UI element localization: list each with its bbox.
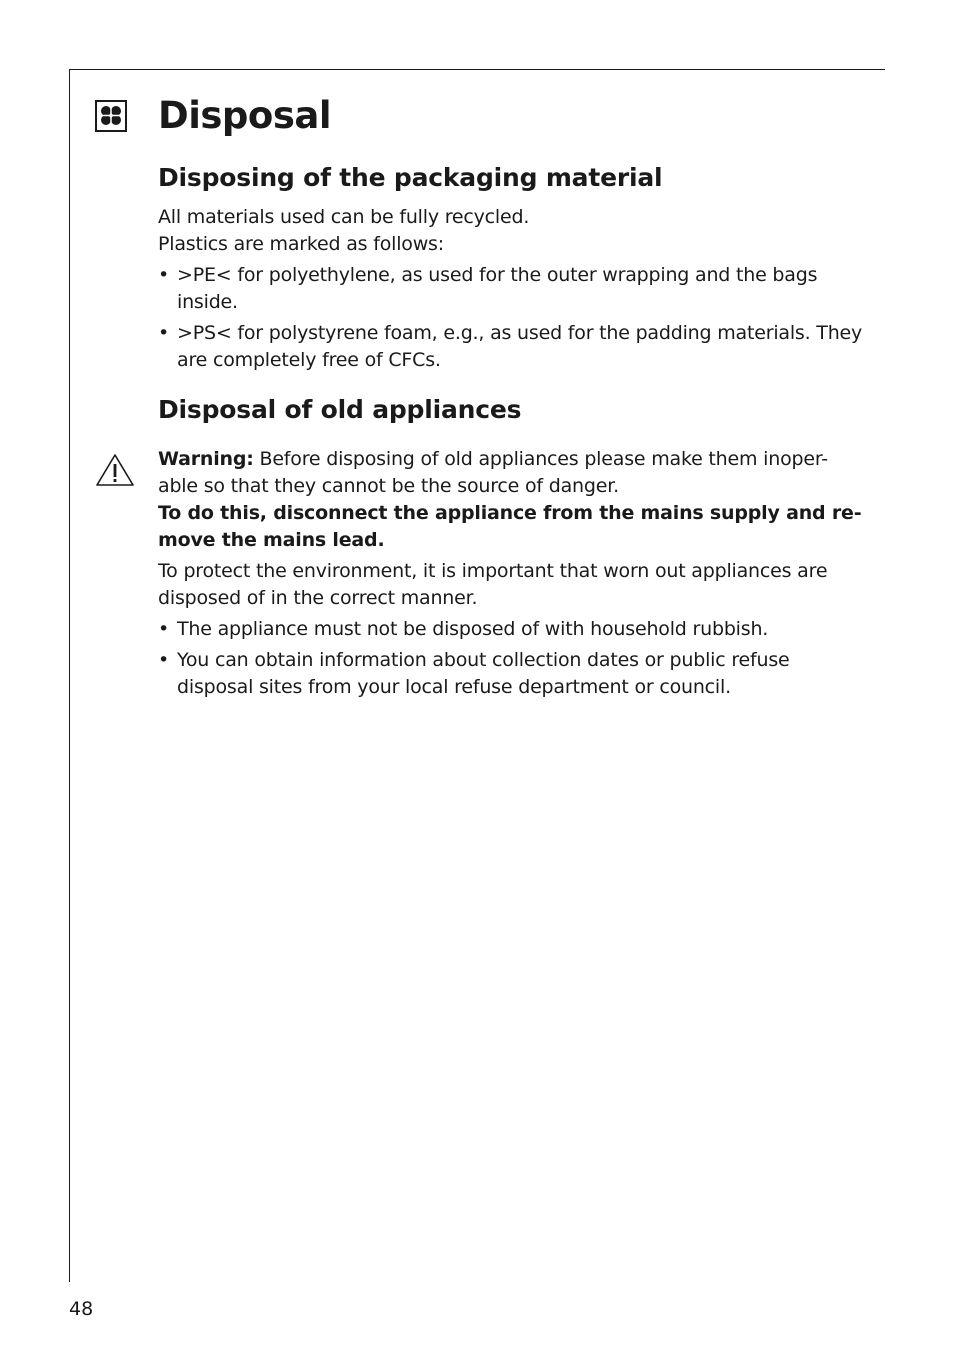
list-item-ps: • >PS< for polystyrene foam, e.g., as used for the padding materials. They are completely free of CFCs. <box>158 320 864 374</box>
list-item-pe: • >PE< for polyethylene, as used for the outer wrapping and the bags inside. <box>158 262 864 316</box>
section-heading-packaging: Disposing of the packaging material <box>158 163 663 192</box>
left-rule <box>69 69 70 1282</box>
environment-paragraph: To protect the environment, it is important that worn out appliances are disposed of in the correct manner. <box>158 560 828 609</box>
list-item-household: • The appliance must not be disposed of with household rubbish. <box>158 616 864 643</box>
warning-paragraph <box>158 446 864 500</box>
content <box>158 160 864 701</box>
warning-triangle-icon <box>95 452 135 488</box>
warning-label: Warning: <box>158 448 254 470</box>
page-number: 48 <box>69 1298 94 1320</box>
top-rule <box>69 69 885 70</box>
plastics-text: Plastics are marked as follows: <box>158 233 444 255</box>
clover-icon <box>95 100 127 132</box>
disconnect-instruction: To do this, disconnect the appliance from the mains supply and re-move the mains lead. <box>158 502 862 551</box>
page-title: Disposal <box>158 94 331 137</box>
recycle-text: All materials used can be fully recycled. <box>158 206 530 228</box>
warning-text: Before disposing of old appliances please make them inoper-able so that they cannot be the source of danger. <box>158 448 828 497</box>
packaging-list <box>158 262 864 374</box>
list-item-collection: • You can obtain information about collection dates or public refuse disposal sites from your local refuse department or council. <box>158 647 864 701</box>
section-heading-old-appliances: Disposal of old appliances <box>158 395 522 424</box>
disposal-list <box>158 616 864 701</box>
